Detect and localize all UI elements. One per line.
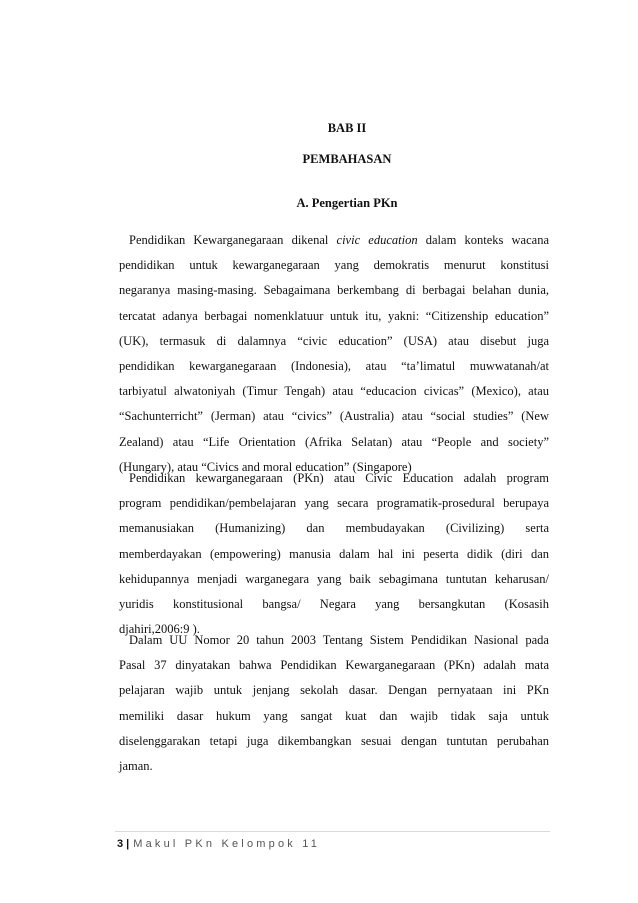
paragraph-line: diselenggarakan tetapi juga dikembangkan sesuai dengan tuntutan perubahan: [119, 733, 549, 748]
paragraph-line: program pendidikan/pembelajaran yang secara programatik-prosedural berupaya: [119, 496, 549, 511]
footer-separator: |: [126, 838, 130, 850]
chapter-title: PEMBAHASAN: [302, 152, 392, 166]
paragraph-line: memanusiakan (Humanizing) dan membudayakan (Civilizing) serta: [119, 521, 549, 536]
paragraph-line: memiliki dasar hukum yang sangat kuat dan wajib tidak saja untuk: [119, 708, 549, 723]
paragraph-uu-sisdiknas: [119, 628, 549, 779]
paragraph-line: pendidikan kewarganegaraan (Indonesia), atau “ta’limatul muwwatanah/at: [119, 358, 549, 373]
paragraph-line: Pendidikan kewarganegaraan (PKn) atau Civic Education adalah program: [129, 471, 549, 485]
paragraph-line: Pendidikan Kewarganegaraan dikenal civic education dalam konteks wacana: [129, 233, 549, 247]
paragraph-line: negaranya masing-masing. Sebagaimana berkembang di berbagai belahan dunia,: [119, 283, 549, 298]
page-footer: [117, 838, 320, 850]
paragraph-line: tarbiyatul alwatoniyah (Timur Tengah) atau “educacion civicas” (Mexico), atau: [119, 384, 549, 399]
paragraph-line: kehidupannya menjadi warganegara yang baik sebagimana tuntutan keharusan/: [119, 571, 549, 586]
paragraph-line: Zealand) atau “Life Orientation (Afrika Selatan) atau “People and society”: [119, 434, 549, 449]
section-heading: A. Pengertian PKn: [296, 196, 398, 210]
page-number: 3: [117, 838, 124, 850]
footer-title: Makul PKn Kelompok 11: [133, 838, 321, 850]
paragraph-line: jaman.: [119, 758, 153, 773]
footer-divider: [115, 831, 550, 832]
paragraph-line: (Hungary), atau “Civics and moral education” (Singapore): [119, 459, 412, 474]
paragraph-line: djahiri,2006:9 ).: [119, 622, 200, 637]
paragraph-pengertian-pkn: [119, 228, 549, 480]
paragraph-civic-education: [119, 466, 549, 642]
paragraph-line: Pasal 37 dinyatakan bahwa Pendidikan Kewarganegaraan (PKn) adalah mata: [119, 658, 549, 673]
chapter-number: BAB II: [327, 121, 367, 135]
paragraph-line: memberdayakan (empowering) manusia dalam hal ini peserta didik (diri dan: [119, 546, 549, 561]
paragraph-line: tercatat adanya berbagai nomenklatuur untuk itu, yakni: “Citizenship education”: [119, 308, 549, 323]
paragraph-line: pendidikan untuk kewarganegaraan yang demokratis menurut konstitusi: [119, 258, 549, 273]
paragraph-line: (UK), termasuk di dalamnya “civic education” (USA) atau disebut juga: [119, 333, 549, 348]
paragraph-line: “Sachunterricht” (Jerman) atau “civics” (Australia) atau “social studies” (New: [119, 409, 549, 424]
italic-term: civic education: [336, 233, 418, 247]
paragraph-line: Dalam UU Nomor 20 tahun 2003 Tentang Sistem Pendidikan Nasional pada: [129, 633, 549, 647]
paragraph-line: yuridis konstitusional bangsa/ Negara yang bersangkutan (Kosasih: [119, 596, 549, 611]
paragraph-line: pelajaran wajib untuk jenjang sekolah dasar. Dengan pernyataan ini PKn: [119, 683, 549, 698]
